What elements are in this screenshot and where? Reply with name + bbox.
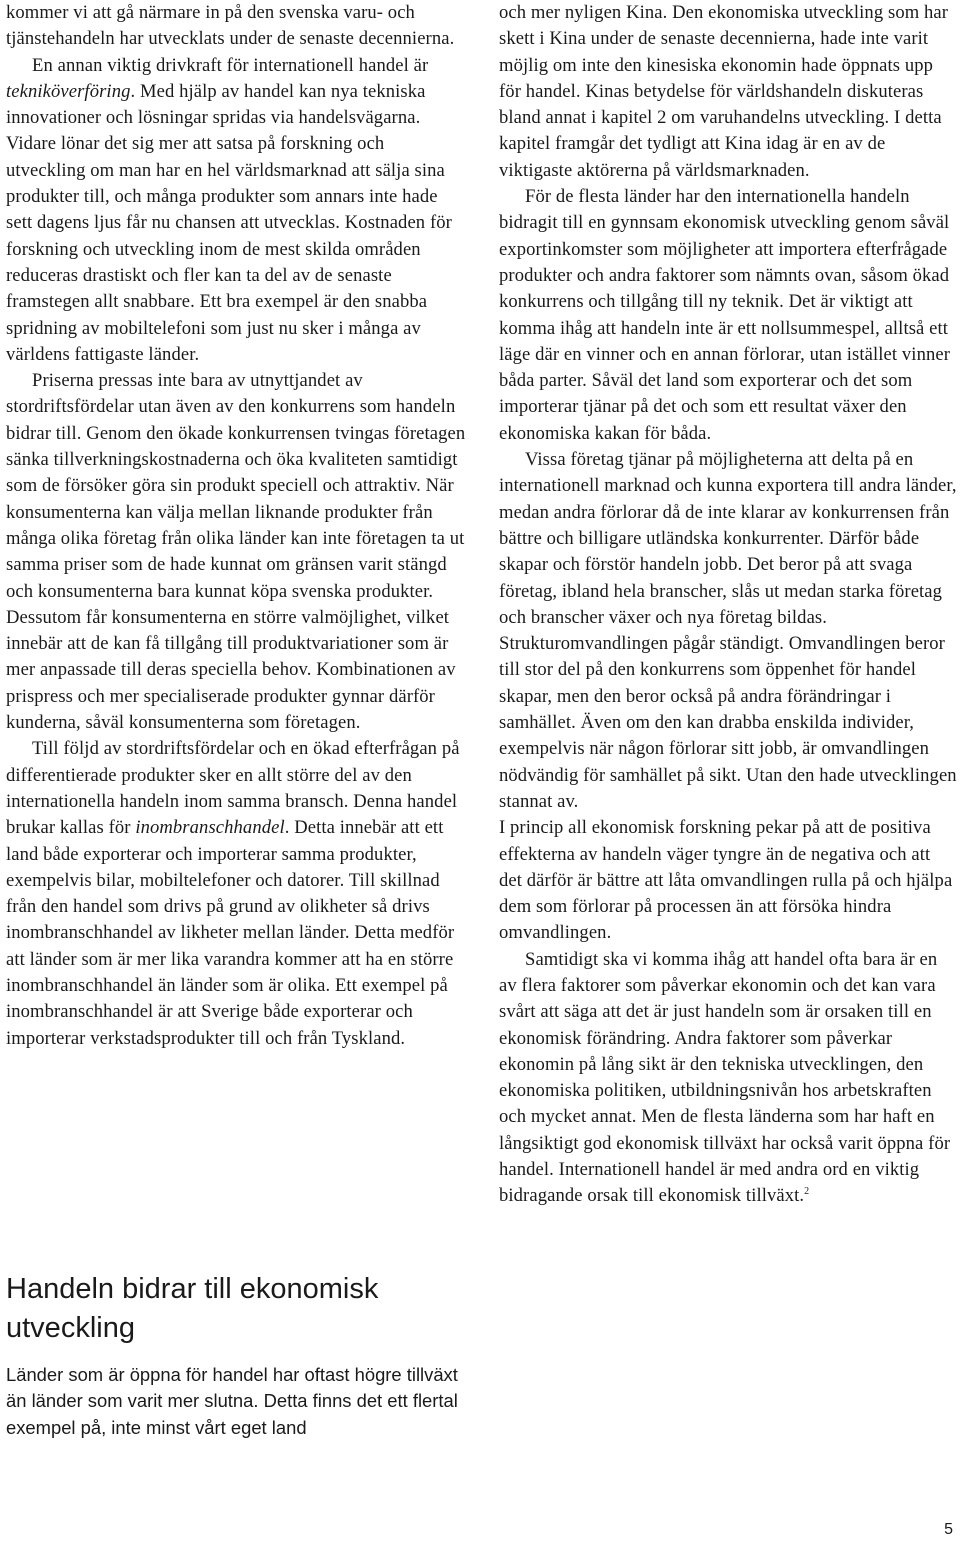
section-lead-paragraph: Länder som är öppna för handel har oftast högre tillväxt än länder som varit mer slutna. Detta finns det ett flertal exempel på, inte minst vårt eget land: [6, 1364, 458, 1438]
section-heading: Handeln bidrar till ekonomisk utveckling: [6, 1273, 379, 1344]
body-paragraph: Priserna pressas inte bara av utnyttjandet av stordriftsfördelar utan även av den konkurrens som handeln bidrar till. Genom den ökade konkurrensen tvingas företagen sänka tillverkningskostnaderna och öka kvaliteten samtidigt som de försöker göra sin produkt speciell och attraktiv. När konsumenterna kan välja mellan liknande produkter från många olika företag från olika länder kan inte företagen ta ut samma priser som de hade kunnat om gränsen varit stängd och konsumenterna bara kunnat köpa svenska produkter. Dessutom får konsumenterna en större valmöjlighet, vilket innebär att de kan få tillgång till produktvariationer som är mer anpassade till deras speciella behov. Kombinationen av prispress och mer specialiserade produkter gynnar därför kunderna, såväl konsumenterna som företagen.: [6, 370, 466, 734]
paragraph-text: . Detta innebär att ett land både exporterar och importerar samma produkter, exempelvis bilar, mobiltelefoner och datorer. Till skillnad från den handel som drivs på grund av olikheter så drivs inombranschhandel av likheter mellan länder. Detta medför att länder som är mer lika varandra kommer att ha en större inombranschhandel än länder som är olika. Ett exempel på inombranschhandel är att Sverige både exporterar och importerar verkstadsprodukter till och från Tyskland.: [6, 817, 455, 1049]
body-paragraph: [6, 53, 468, 369]
body-paragraph: I princip all ekonomisk forskning pekar på att de positiva effekterna av handeln väger tyngre än de negativa och att det därför är bättre att låta omvandlingen rulla på och hjälpa dem som förlorar på processen än att försöka hindra omvandlingen.: [499, 817, 953, 944]
left-text-column: [6, 0, 468, 1052]
body-paragraph: [499, 947, 957, 1210]
paragraph-text: En annan viktig drivkraft för internationell handel är: [32, 54, 429, 76]
right-text-column: [499, 0, 957, 1210]
paragraph-text: Samtidigt ska vi komma ihåg att handel ofta bara är en av flera faktorer som påverkar ekonomin och det kan vara svårt att säga att det är just handeln som är orsaken till en ekonomisk förändring. Andra faktorer som påverkar ekonomin på lång sikt är den tekniska utvecklingen, den ekonomiska politiken, utbildningsnivån hos arbetskraften och mycket annat. Men de flesta länderna som har haft en långsiktigt god ekonomisk tillväxt har också varit öppna för handel. Internationell handel är med andra ord en viktig bidragande orsak till ekonomisk tillväxt.: [499, 948, 951, 1207]
italic-term: inombranschhandel: [135, 817, 285, 839]
body-paragraph: kommer vi att gå närmare in på den svenska varu- och tjänstehandeln har utvecklats under de senaste decennierna.: [6, 2, 455, 50]
paragraph-text: . Med hjälp av handel kan nya tekniska innovationer och lösningar spridas via handelsvägarna. Vidare lönar det sig mer att satsa på forskning och utveckling om man har en hel världsmarknad att sälja sina produkter till, och många produkter som annars inte hade sett dagens ljus får nu chansen att utvecklas. Kostnaden för forskning och utveckling inom de mest skilda områden reduceras drastiskt och fler kan ta del av de senaste framstegen allt snabbare. Ett bra exempel är den snabba spridning av mobiltelefoni som just nu sker i många av världens fattigaste länder.: [6, 80, 452, 365]
paragraph-text: Till följd av stordriftsfördelar och en ökad efterfrågan på differentierade produkter sker en allt större del av den internationella handeln inom samma bransch. Denna handel brukar kallas för: [6, 738, 460, 839]
body-paragraph: [6, 736, 468, 1052]
body-paragraph: Vissa företag tjänar på möjligheterna att delta på en internationell marknad och kunna exportera till andra länder, medan andra förlorar då de inte klarar av konkurrensen från bättre och billigare utländska konkurrenter. Därför både skapar och förstör handeln jobb. Det beror på att svaga företag, ibland hela branscher, slås ut medan starka företag och branscher växer och nya företag bildas. Strukturomvandlingen pågår ständigt. Omvandlingen beror till stor del på den konkurrens som öppenhet för handel skapar, men den beror också på andra förändringar i samhället. Även om den kan drabba enskilda individer, exempelvis när någon förlorar sitt jobb, är omvandlingen nödvändig för samhället på sikt. Utan den hade utvecklingen stannat av.: [499, 449, 957, 812]
body-paragraph: och mer nyligen Kina. Den ekonomiska utveckling som har skett i Kina under de senaste decennierna, hade inte varit möjlig om inte den kinesiska ekonomin hade öppnats upp för handel. Kinas betydelse för världshandeln diskuteras bland annat i kapitel 2 om varuhandelns utveckling. I detta kapitel framgår det tydligt att Kina idag är en av de viktigaste aktörerna på världsmarknaden.: [499, 2, 949, 181]
footnote-reference[interactable]: 2: [804, 1186, 810, 1198]
italic-term: tekniköverföring: [6, 80, 131, 102]
page-number: 5: [944, 1521, 953, 1538]
body-paragraph: För de flesta länder har den internationella handeln bidragit till en gynnsam ekonomisk utveckling genom såväl exportinkomster som möjligheter att importera efterfrågade produkter och andra faktorer som nämnts ovan, såsom ökad konkurrens och tillgång till ny teknik. Det är viktigt att komma ihåg att handeln inte är ett nollsummespel, alltså ett läge där en vinner och en annan förlorar, utan istället vinner båda parter. Såväl det land som exporterar och det som importerar tjänar på det och som ett resultat växer den ekonomiska kakan för båda.: [499, 186, 951, 444]
